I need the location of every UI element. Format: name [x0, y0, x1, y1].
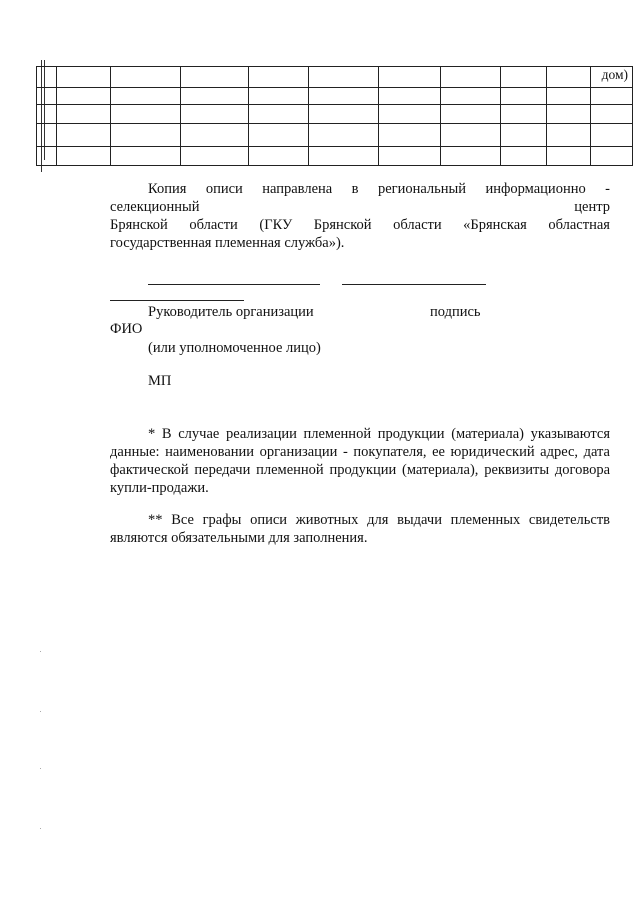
animal-inventory-table-fragment: [36, 66, 633, 166]
table-row: [37, 124, 633, 147]
fio-label: ФИО: [110, 321, 143, 337]
signature-line-signature: [342, 284, 486, 285]
copy-note-line-4: государственная племенная служба»).: [110, 235, 345, 251]
copy-note-line-1: Копия описи направлена в региональный информационно -: [148, 181, 610, 197]
signature-line-head: [148, 284, 320, 285]
table-row: [37, 147, 633, 166]
seal-label: МП: [148, 373, 172, 389]
scan-speck: [40, 711, 41, 712]
scan-speck: [40, 828, 41, 829]
authorized-person-label: (или уполномоченное лицо): [148, 340, 321, 356]
head-of-organization-label: Руководитель организации: [148, 304, 314, 320]
copy-note-line-3: Брянской области (ГКУ Брянской области «Брянская областная: [110, 217, 610, 233]
table-row: [37, 88, 633, 105]
signature-line-fio: [110, 300, 244, 301]
table-cell-address-end: дом): [591, 67, 633, 88]
footnote-sales-details: * В случае реализации племенной продукции (материала) указываются данные: наименовании организации - покупателя, ее юридический адрес, дата фактической передачи племенной продукции (материала), реквизиты договора купли-продажи.: [110, 426, 610, 496]
scan-speck: [40, 651, 41, 652]
table-row: [37, 105, 633, 124]
footnote-mandatory-columns: ** Все графы описи животных для выдачи племенных свидетельств являются обязательными для заполнения.: [110, 512, 610, 546]
scan-speck: [40, 768, 41, 769]
copy-note-line-2: селекционный центр: [110, 199, 610, 215]
signature-label: подпись: [430, 304, 481, 320]
table-row: [37, 67, 633, 88]
